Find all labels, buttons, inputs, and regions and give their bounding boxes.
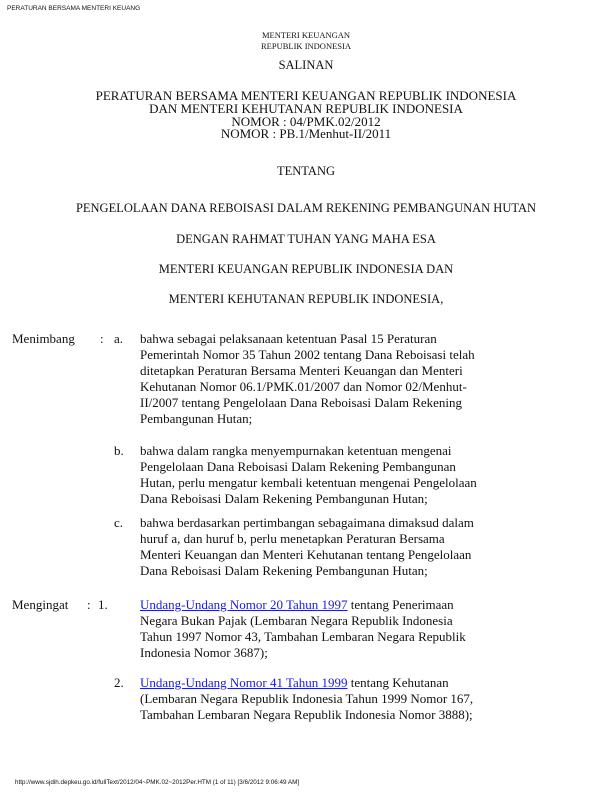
text-line: Tambahan Lembaran Negara Republik Indonesia Nomor 3888);	[140, 707, 473, 722]
text-span: tentang Kehutanan	[347, 675, 449, 690]
preamble: DENGAN RAHMAT TUHAN YANG MAHA ESA	[176, 232, 436, 246]
mengingat-label: Mengingat	[12, 597, 69, 612]
document-title	[0, 90, 612, 141]
tentang-heading: TENTANG	[276, 164, 335, 178]
item-marker: c.	[114, 515, 124, 530]
title-number: NOMOR : 04/PMK.02/2012	[231, 113, 381, 129]
item-marker: b.	[114, 443, 124, 458]
text-line: (Lembaran Negara Republik Indonesia Tahun 1999 Nomor 167,	[140, 691, 474, 706]
title-line: PERATURAN BERSAMA MENTERI KEUANGAN REPUBLIK INDONESIA	[95, 88, 517, 103]
letterhead-line: MENTERI KEUANGAN	[261, 30, 351, 40]
mengingat-colon: :	[87, 597, 91, 612]
text-line: Tahun 1997 Nomor 43, Tambahan Lembaran Negara Republik	[140, 629, 466, 644]
text-line: Dana Reboisasi Dalam Rekening Pembangunan Hutan;	[140, 491, 428, 506]
item-marker: 2.	[114, 675, 124, 690]
letterhead	[0, 30, 612, 52]
text-line: II/2007 tentang Pengelolaan Dana Reboisasi Dalam Rekening	[140, 395, 463, 410]
text-line: bahwa sebagai pelaksanaan ketentuan Pasal 15 Peraturan	[140, 331, 437, 346]
law-link-uu-20-1997[interactable]: Undang-Undang Nomor 20 Tahun 1997	[140, 597, 348, 612]
menimbang-label: Menimbang	[12, 331, 75, 346]
subject-heading: PENGELOLAAN DANA REBOISASI DALAM REKENING PEMBANGUNAN HUTAN	[75, 201, 537, 215]
text-line: Pemerintah Nomor 35 Tahun 2002 tentang Dana Reboisasi telah	[140, 347, 475, 362]
text-line: bahwa berdasarkan pertimbangan sebagaimana dimaksud dalam	[140, 515, 474, 530]
text-line: Pengelolaan Dana Reboisasi Dalam Rekening Pembangunan	[140, 459, 456, 474]
page-footer-url: http://www.sjdih.depkeu.go.id/fullText/2012/04~PMK.02~2012Per.HTM (1 of 11) [3/6/2012 9:06:49 AM]	[15, 779, 300, 786]
text-span: tentang Penerimaan	[347, 597, 454, 612]
menimbang-item-a	[140, 331, 475, 427]
text-line: Menteri Keuangan dan Menteri Kehutanan tentang Pengelolaan	[140, 547, 472, 562]
text-line: Indonesia Nomor 3687);	[140, 645, 268, 660]
text-line: bahwa dalam rangka menyempurnakan ketentuan mengenai	[140, 443, 452, 458]
menimbang-colon: :	[100, 331, 104, 346]
text-line: Pembangunan Hutan;	[140, 411, 253, 426]
text-line: huruf a, dan huruf b, perlu menetapkan Peraturan Bersama	[140, 531, 445, 546]
text-line: Dana Reboisasi Dalam Rekening Pembangunan Hutan;	[140, 563, 428, 578]
menimbang-item-c	[140, 515, 474, 579]
text-line: Hutan, perlu mengatur kembali ketentuan mengenai Pengelolaan	[140, 475, 477, 490]
mengingat-item-2	[140, 675, 473, 723]
salinan-label: SALINAN	[278, 58, 334, 72]
menimbang-item-b	[140, 443, 477, 507]
title-line: DAN MENTERI KEHUTANAN REPUBLIK INDONESIA	[149, 100, 463, 116]
mengingat-item-1	[140, 597, 466, 661]
letterhead-line: REPUBLIK INDONESIA	[261, 41, 351, 51]
ministers-line: MENTERI KEUANGAN REPUBLIK INDONESIA DAN	[158, 262, 454, 276]
text-line: ditetapkan Peraturan Bersama Menteri Keuangan dan Menteri	[140, 363, 463, 378]
text-line: Kehutanan Nomor 06.1/PMK.01/2007 dan Nomor 02/Menhut-	[140, 379, 467, 394]
running-header: PERATURAN BERSAMA MENTERI KEUANG	[7, 5, 141, 12]
text-line: Negara Bukan Pajak (Lembaran Negara Republik Indonesia	[140, 613, 453, 628]
item-marker: 1.	[98, 597, 108, 612]
ministers-line: MENTERI KEHUTANAN REPUBLIK INDONESIA,	[168, 292, 444, 306]
title-number: NOMOR : PB.1/Menhut-II/2011	[220, 126, 392, 142]
law-link-uu-41-1999[interactable]: Undang-Undang Nomor 41 Tahun 1999	[140, 675, 348, 690]
item-marker: a.	[114, 331, 124, 346]
